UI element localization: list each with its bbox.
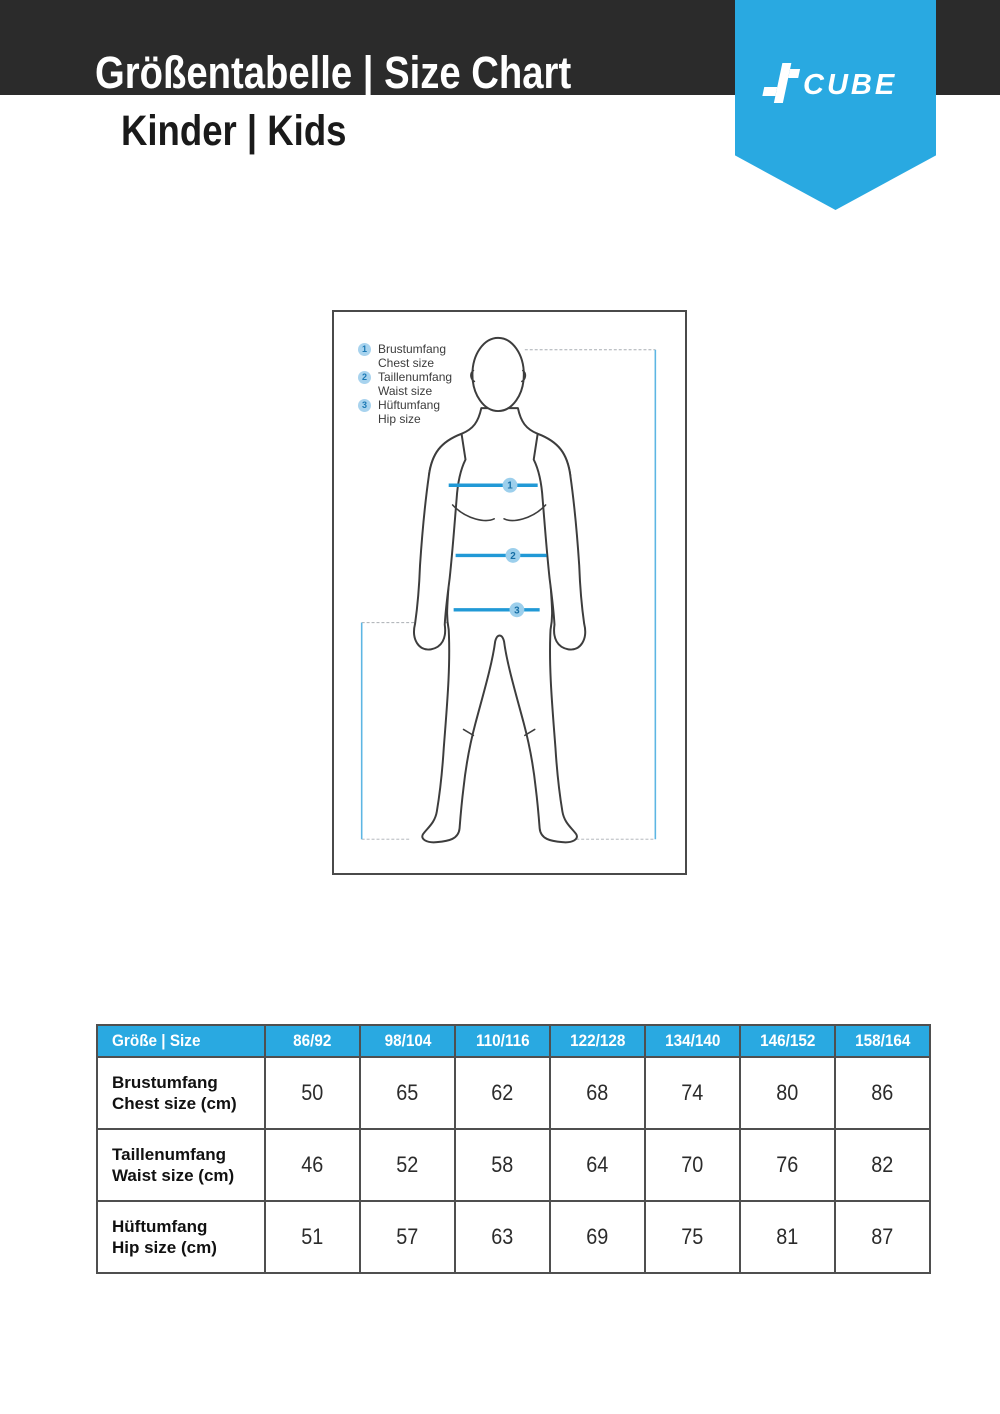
- page-title: [95, 47, 655, 98]
- chest-value: 50: [265, 1057, 360, 1129]
- waist-value: 46: [265, 1129, 360, 1201]
- chest-value: 86: [835, 1057, 930, 1129]
- chest-marker-number: 1: [507, 480, 513, 492]
- legend-item-chest: [358, 342, 452, 370]
- brand-ribbon: [735, 0, 936, 210]
- hip-value: 87: [835, 1201, 930, 1273]
- row-label-hip: Hüftumfang Hip size (cm): [97, 1201, 265, 1273]
- legend-bullet-3: 3: [358, 399, 371, 412]
- hip-value: 69: [550, 1201, 645, 1273]
- size-table-corner-header: Größe | Size: [97, 1025, 265, 1057]
- page-subtitle: [121, 107, 386, 155]
- table-row-waist: [97, 1129, 930, 1201]
- table-row-hip: [97, 1201, 930, 1273]
- hip-value: 81: [740, 1201, 835, 1273]
- waist-marker-number: 2: [510, 550, 516, 562]
- page-title-text: Größentabelle | Size Chart: [95, 47, 572, 98]
- chest-value: 65: [360, 1057, 455, 1129]
- hip-value: 51: [265, 1201, 360, 1273]
- legend-text: [378, 398, 440, 426]
- waist-value: 64: [550, 1129, 645, 1201]
- waist-value: 58: [455, 1129, 550, 1201]
- size-table: [96, 1024, 931, 1274]
- column-header-134-140: 134/140: [645, 1025, 740, 1057]
- chest-value: 80: [740, 1057, 835, 1129]
- column-header-86-92: 86/92: [265, 1025, 360, 1057]
- cube-logo-text: CUBE: [803, 69, 898, 101]
- legend-waist-en: Waist size: [378, 384, 433, 398]
- measurement-figure-box: [332, 310, 687, 875]
- column-header-122-128: 122/128: [550, 1025, 645, 1057]
- chest-value: 68: [550, 1057, 645, 1129]
- cube-logo: [749, 60, 923, 106]
- waist-value: 76: [740, 1129, 835, 1201]
- legend-chest-de: Brustumfang: [378, 342, 447, 356]
- legend-waist-de: Taillenumfang: [378, 370, 453, 384]
- legend-text: [378, 342, 446, 370]
- measure-legend: [358, 342, 452, 426]
- waist-value: 52: [360, 1129, 455, 1201]
- page-subtitle-text: Kinder | Kids: [121, 107, 347, 155]
- head-outline: [472, 338, 523, 411]
- hip-value: 75: [645, 1201, 740, 1273]
- chest-value: 62: [455, 1057, 550, 1129]
- table-row-chest: [97, 1057, 930, 1129]
- column-header-98-104: 98/104: [360, 1025, 455, 1057]
- waist-value: 82: [835, 1129, 930, 1201]
- legend-text: [378, 370, 452, 398]
- legend-item-hip: [358, 398, 452, 426]
- column-header-110-116: 110/116: [455, 1025, 550, 1057]
- legend-hip-de: Hüftumfang: [378, 398, 441, 412]
- chest-value: 74: [645, 1057, 740, 1129]
- row-label-waist: Taillenumfang Waist size (cm): [97, 1129, 265, 1201]
- legend-bullet-2: 2: [358, 371, 371, 384]
- hip-value: 57: [360, 1201, 455, 1273]
- waist-value: 70: [645, 1129, 740, 1201]
- legend-item-waist: [358, 370, 452, 398]
- size-table-header-row: [97, 1025, 930, 1057]
- legend-chest-en: Chest size: [378, 356, 435, 370]
- hip-value: 63: [455, 1201, 550, 1273]
- column-header-158-164: 158/164: [835, 1025, 930, 1057]
- legend-bullet-1: 1: [358, 343, 371, 356]
- column-header-146-152: 146/152: [740, 1025, 835, 1057]
- hip-marker-number: 3: [514, 605, 520, 617]
- legend-hip-en: Hip size: [378, 412, 421, 426]
- row-label-chest: Brustumfang Chest size (cm): [97, 1057, 265, 1129]
- cube-logo-icon: [761, 63, 802, 103]
